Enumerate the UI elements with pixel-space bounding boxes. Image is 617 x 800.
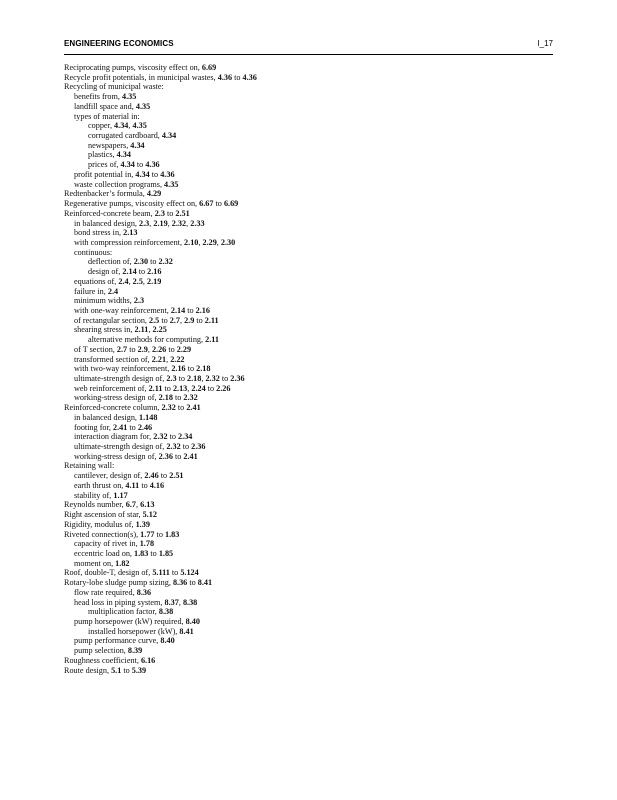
entry-text: , [167,218,172,228]
entry-text: capacity of rivet in, [74,539,140,549]
page-reference: 2.5 [132,276,143,286]
page-reference: 2.30 [220,237,236,247]
page-reference: 2.9 [184,315,195,325]
index-subentry [64,316,554,326]
entry-text: plastics, [88,150,117,160]
page-reference: 2.51 [175,208,190,218]
page-reference: 1.82 [115,558,130,568]
index-subentry [64,219,554,229]
entry-text: with one-way reinforcement, [74,305,171,315]
entry-text: of T section, [74,344,117,354]
index-subentry [64,306,554,316]
index-entry [64,510,554,520]
index-subentry [64,598,554,608]
page-reference: 6.16 [140,655,156,665]
page-reference: 2.51 [169,471,184,481]
page-reference: 5.111 [152,568,170,578]
entry-text: Recycling of municipal waste: [64,82,164,92]
page-reference: 2.32 [158,257,173,267]
page-reference: 2.18 [158,393,173,403]
page-reference: 1.77 [140,529,155,539]
page-reference: 4.35 [132,121,147,131]
entry-text: corrugated cardboard, [88,131,162,141]
entry-text: , [216,237,221,247]
page-reference: 2.24 [191,383,206,393]
page-reference: 2.32 [171,218,187,228]
index-subentry [64,539,554,549]
entry-text: to [172,451,184,461]
index-subentry [64,384,554,394]
entry-text: , [186,218,191,228]
index-subentry [64,287,554,297]
index-subentry [64,296,554,306]
page-reference: 4.36 [242,72,257,82]
page-reference: 8.38 [182,597,198,607]
entry-text: , [198,237,203,247]
index-subentry [64,374,554,384]
entry-text: web reinforcement of, [74,383,149,393]
page-reference: 2.3 [154,208,165,218]
page-number: I_17 [537,39,553,48]
entry-text: , [128,276,133,286]
page-reference: 2.4 [107,286,119,296]
page-reference: 2.26 [151,344,167,354]
entry-text: , [147,344,152,354]
page-reference: 2.3 [133,296,145,306]
entry-text: to [154,529,165,539]
index-subentry [64,646,554,656]
entry-text: to [159,315,170,325]
entry-text: prices of, [88,160,121,170]
page-reference: 2.41 [183,451,198,461]
entry-text: to [164,208,176,218]
entry-text: Rigidity, modulus of, [64,519,136,529]
entry-text: to [127,344,138,354]
page-reference: 2.14 [170,305,186,315]
entry-text: Retaining wall: [64,461,115,471]
index-subentry [64,160,554,170]
page-reference: 2.19 [153,218,168,228]
entry-text: Reynolds number, [64,500,126,510]
entry-text: newspapers, [88,140,131,150]
entry-text: , [136,500,141,510]
page-reference: 1.78 [139,539,155,549]
entry-text: to [180,442,192,452]
page-reference: 4.34 [116,150,131,160]
entry-text: Route design, [64,665,112,675]
entry-text: pump horsepower (kW) required, [74,616,186,626]
page-reference: 8.40 [160,636,175,646]
page-reference: 4.36 [160,169,175,179]
page-reference: 4.35 [164,179,179,189]
page-reference: 2.3 [139,218,150,228]
page-reference: 2.46 [137,422,153,432]
entry-text: waste collection programs, [74,179,165,189]
entry-text: continuous: [74,247,113,257]
index-subentry [64,617,554,627]
page-reference: 2.3 [166,374,177,383]
entry-text: Roof, double-T, design of, [64,568,153,578]
entry-text: alternative methods for computing, [88,335,206,345]
entry-text: in balanced design, [74,218,140,228]
entry-text: to [205,383,217,393]
entry-text: , [148,325,153,335]
page-reference: 2.4 [118,276,129,286]
page-reference: 2.32 [161,403,176,413]
page-reference: 4.35 [121,92,137,102]
page-reference: 1.17 [113,490,128,500]
page-reference: 5.39 [131,665,147,675]
index-subentry [64,92,554,102]
index-subentry [64,432,554,442]
entry-text: copper, [88,121,115,131]
index-subentry [64,325,554,335]
entry-text: to [172,393,184,403]
page-reference: 8.39 [127,646,143,656]
index-entry [64,189,554,199]
page-reference: 2.33 [190,218,205,228]
entry-text: Redtenbacker’s formula, [64,189,147,199]
index-subentry [64,491,554,501]
entry-text: to [158,471,170,481]
page-reference: 6.69 [223,199,239,209]
page-reference: 2.46 [144,471,159,481]
index-subentry [64,452,554,462]
page-reference: 6.69 [201,63,217,72]
entry-text: to [166,344,177,354]
page-reference: 2.18 [187,374,202,383]
index-entry [64,520,554,530]
page-reference: 8.41 [179,626,194,636]
index-subentry [64,413,554,423]
index-subentry [64,559,554,569]
entry-text: to [148,257,159,267]
page-reference: 4.16 [149,480,165,490]
entry-text: to [185,305,196,315]
entry-text: to [167,432,179,442]
entry-text: eccentric load on, [74,548,135,558]
page-reference: 2.13 [123,228,138,238]
index-entry [64,461,554,471]
entry-text: shearing stress in, [74,325,135,335]
index-subentry [64,141,554,151]
page-reference: 2.34 [178,432,193,442]
entry-text: to [219,374,231,383]
page-reference: 2.41 [113,422,128,432]
entry-text: to [213,199,224,209]
index-subentry [64,481,554,491]
page-reference: 4.11 [125,480,140,490]
page-reference: 4.34 [135,169,150,179]
index-subentry [64,393,554,403]
page-reference: 5.12 [142,510,157,520]
entry-text: , [187,383,192,393]
entry-text: profit potential in, [74,169,136,179]
entry-text: types of material in: [74,111,140,121]
page-reference: 2.25 [152,325,167,335]
page-reference: 2.13 [172,383,188,393]
index-entry [64,209,554,219]
entry-text: Regenerative pumps, viscosity effect on, [64,199,200,209]
entry-text: , [201,374,206,383]
entry-text: to [148,548,159,558]
index-subentry [64,442,554,452]
page-reference: 4.34 [120,160,135,170]
index-entry [64,656,554,666]
page-reference: 2.36 [158,451,173,461]
entry-text: , [149,218,154,228]
entry-text: to [187,578,198,588]
index-entry [64,199,554,209]
page-reference: 2.16 [147,267,162,277]
page-reference: 4.34 [161,131,177,141]
entry-text: pump selection, [74,646,128,656]
page-reference: 1.39 [135,519,150,529]
page-reference: 8.36 [136,587,152,597]
page-reference: 2.29 [202,237,217,247]
entry-text: head loss in piping system, [74,597,165,607]
entry-text: to [185,364,197,374]
page-reference: 5.124 [180,568,199,578]
index-subentry [64,277,554,287]
index-subentry [64,248,554,258]
entry-text: pump performance curve, [74,636,161,646]
page-reference: 1.85 [158,548,174,558]
entry-text: minimum widths, [74,296,134,306]
index-entry [64,403,554,413]
page-reference: 2.21 [151,354,167,364]
entry-text: to [139,480,150,490]
page-reference: 2.11 [205,335,219,345]
entry-text: moment on, [74,558,116,568]
entry-text: , [166,354,171,364]
index-subentry [64,549,554,559]
entry-text: Riveted connection(s), [64,529,141,539]
index-subentry [64,423,554,433]
page-reference: 8.40 [185,616,200,626]
entry-text: , [142,276,147,286]
page-reference: 2.30 [133,257,149,267]
page-reference: 2.32 [205,374,220,383]
index-subentry [64,636,554,646]
index-subentry [64,121,554,131]
page-reference: 2.36 [230,374,245,383]
page-reference: 4.34 [130,140,145,150]
entry-text: to [194,315,205,325]
index-subentry [64,335,554,345]
entry-text: footing for, [74,422,114,432]
index-subentry [64,180,554,190]
entry-text: , [128,121,133,131]
entry-text: deflection of, [88,257,134,267]
page-reference: 2.7 [116,344,128,354]
page-reference: 6.7 [125,500,136,510]
entry-text: Right ascension of star, [64,510,143,520]
index-subentry [64,238,554,248]
entry-text: design of, [88,267,123,277]
entry-text: to [127,422,138,432]
index-entries [64,63,554,675]
page-reference: 1.148 [139,412,158,422]
entry-text: to [121,665,132,675]
page-reference: 2.32 [166,442,181,452]
index-entry [64,568,554,578]
header-title: ENGINEERING ECONOMICS [64,39,174,48]
page-reference: 2.14 [122,267,137,277]
entry-text: Rotary-lobe sludge pump sizing, [64,578,173,588]
entry-text: of rectangular section, [74,315,150,325]
entry-text: landfill space and, [74,101,136,111]
page-reference: 8.41 [197,578,213,588]
entry-text: bond stress in, [74,228,124,238]
entry-text: to [134,160,146,170]
index-subentry [64,364,554,374]
page-reference: 2.10 [184,237,199,247]
page-reference: 4.34 [114,121,129,131]
running-header [64,38,553,55]
index-entry [64,73,554,83]
page-reference: 6.67 [199,199,214,209]
entry-text: in balanced design, [74,412,140,422]
entry-text: equations of, [74,276,119,286]
index-subentry [64,170,554,180]
page-reference: 8.38 [158,607,174,617]
index-subentry [64,471,554,481]
entry-text: to [149,169,161,179]
index-subentry [64,150,554,160]
index-subentry [64,102,554,112]
page-reference: 2.32 [153,432,168,442]
page-reference: 2.16 [171,364,186,374]
index-subentry [64,112,554,122]
page-reference: 2.9 [137,344,148,354]
page-reference: 2.16 [195,305,210,315]
page-reference: 2.11 [134,325,149,335]
entry-text: installed horsepower (kW), [88,626,180,636]
entry-text: to [136,267,148,277]
page-reference: 8.37 [164,597,179,607]
page-reference: 4.35 [135,101,151,111]
entry-text: to [232,72,243,82]
entry-text: , [179,315,185,325]
index-subentry [64,627,554,637]
index-entry [64,530,554,540]
index-subentry [64,228,554,238]
entry-text: , [178,597,183,607]
index-entry [64,82,554,92]
entry-text: ultimate-strength design of, [74,442,167,452]
page-reference: 6.13 [140,500,155,510]
index-subentry [64,607,554,617]
index-entry [64,63,554,73]
index-entry [64,578,554,588]
page-reference: 2.7 [169,315,180,325]
page-reference: 2.5 [149,315,160,325]
index-subentry [64,257,554,267]
page-reference: 1.83 [134,548,149,558]
entry-text: to [175,403,187,413]
entry-text: flow rate required, [74,587,137,597]
index-subentry [64,267,554,277]
entry-text: earth thrust on, [74,480,126,490]
page-reference: 2.36 [191,442,206,452]
entry-text: interaction diagram for, [74,432,154,442]
index-subentry [64,355,554,365]
index-subentry [64,588,554,598]
entry-text: Reinforced-concrete column, [64,403,162,413]
page-reference: 2.19 [147,276,162,286]
entry-text: with compression reinforcement, [74,237,185,247]
index-subentry [64,345,554,355]
entry-text: working-stress design of, [74,393,159,403]
entry-text: to [169,568,181,578]
page-reference: 2.11 [204,315,219,325]
page-reference: 4.29 [146,189,162,199]
entry-text: stability of, [74,490,114,500]
page-reference: 5.1 [111,665,122,675]
page-reference: 2.26 [216,383,231,393]
page-reference: 2.32 [183,393,198,403]
entry-text: Reciprocating pumps, viscosity effect on, [64,63,202,72]
page-reference: 2.29 [176,344,192,354]
entry-text: working-stress design of, [74,451,159,461]
entry-text: Roughness coefficient, [64,655,141,665]
page-reference: 8.36 [172,578,188,588]
page-reference: 2.22 [170,354,185,364]
index-entry [64,666,554,676]
entry-text: with two-way reinforcement, [74,364,172,374]
entry-text: cantilever, design of, [74,471,145,481]
entry-text: transformed section of, [74,354,152,364]
entry-text: to [176,374,188,383]
page-reference: 4.36 [145,160,160,170]
index-subentry [64,131,554,141]
entry-text: multiplication factor, [88,607,159,617]
page-reference: 4.36 [217,72,233,82]
page-reference: 1.83 [164,529,180,539]
entry-text: to [162,383,173,393]
page-reference: 2.41 [186,403,201,413]
index-entry [64,500,554,510]
entry-text: ultimate-strength design of, [74,374,167,383]
page-reference: 2.18 [196,364,211,374]
entry-text: benefits from, [74,92,122,102]
page-reference: 2.11 [148,383,163,393]
entry-text: Reinforced-concrete beam, [64,208,155,218]
entry-text: Recycle profit potentials, in municipal wastes, [64,72,218,82]
entry-text: failure in, [74,286,108,296]
